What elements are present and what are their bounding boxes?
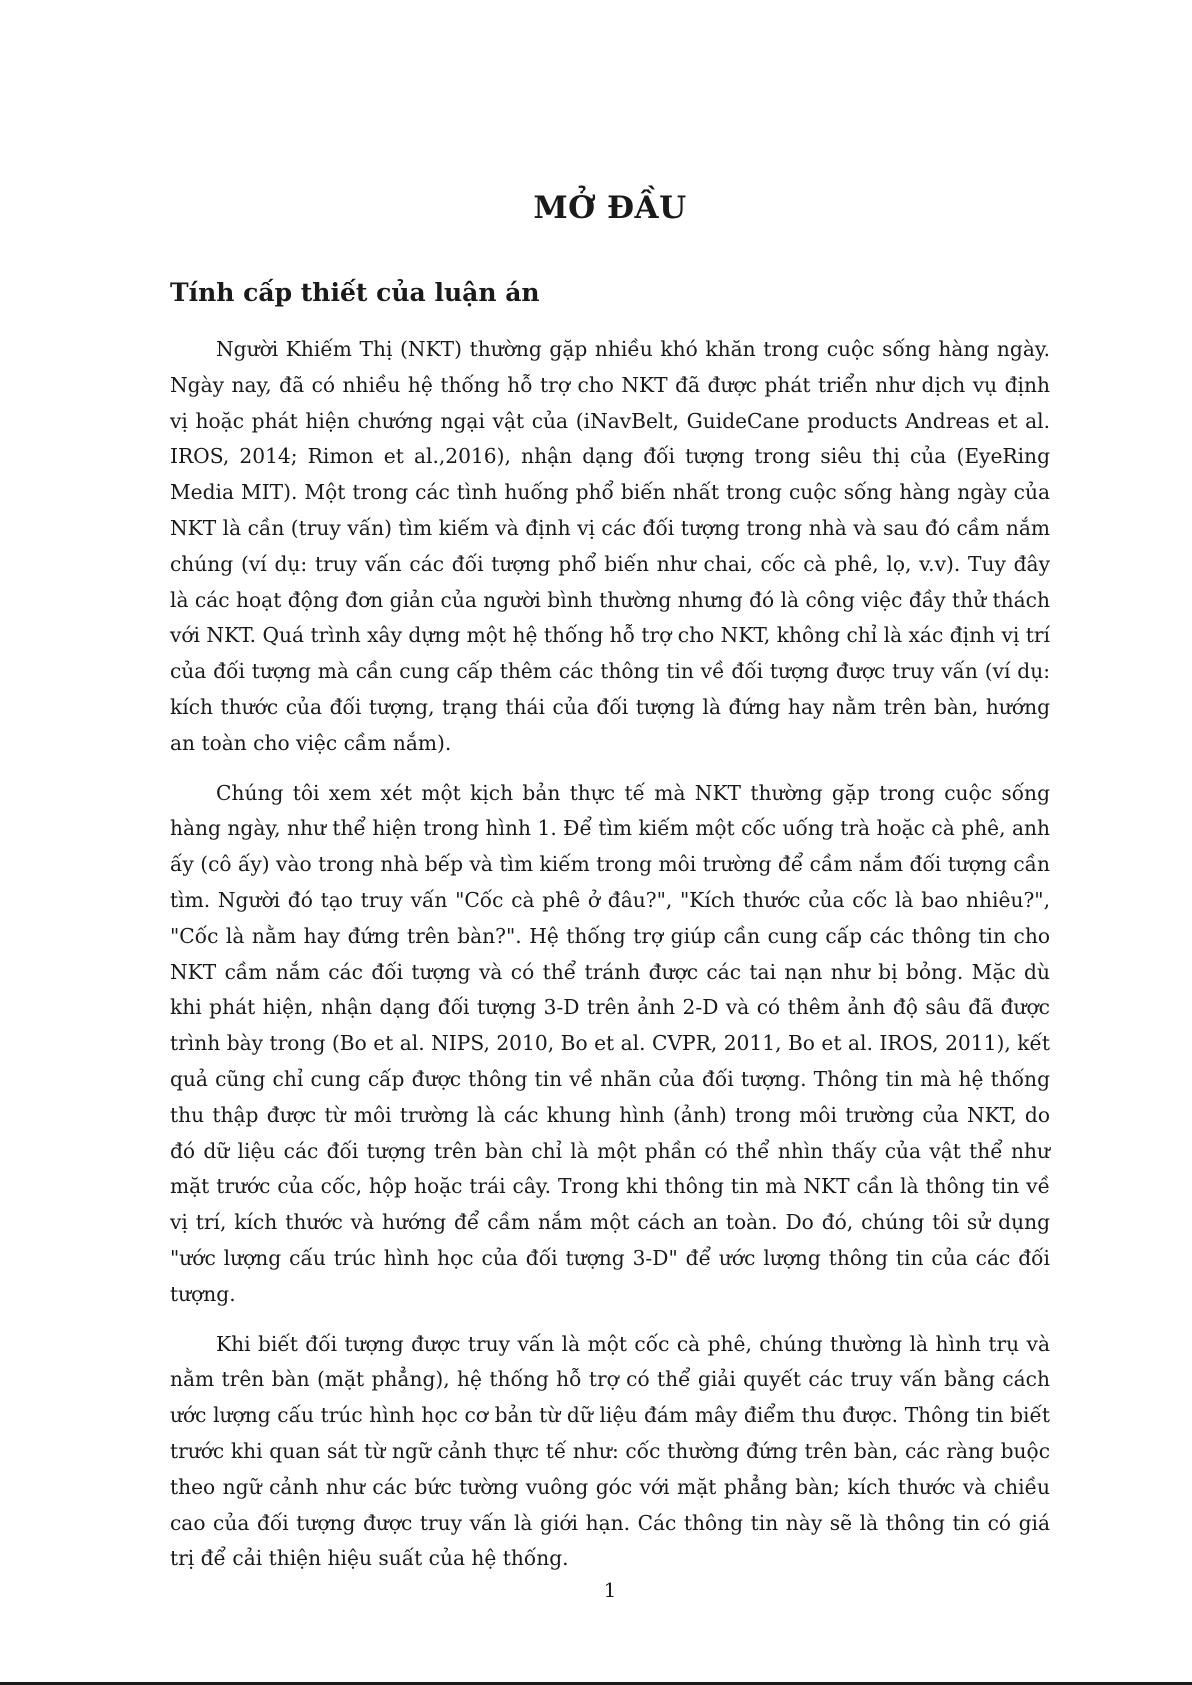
body-text bbox=[170, 332, 1050, 1591]
chapter-title: MỞ ĐẦU bbox=[533, 190, 687, 226]
paragraph-1: Người Khiếm Thị (NKT) thường gặp nhiều khó khăn trong cuộc sống hàng ngày. Ngày nay, đã có nhiều hệ thống hỗ trợ cho NKT đã được phát triển như dịch vụ định vị hoặc phát hiện chướng ngại vật của (iNavBelt, GuideCane products Andreas et al. IROS, 2014; Rimon et al.,2016), nhận dạng đối tượng trong siêu thị của (EyeRing Media MIT). Một trong các tình huống phổ biến nhất trong cuộc sống hàng ngày của NKT là cần (truy vấn) tìm kiếm và định vị các đối tượng trong nhà và sau đó cầm nắm chúng (ví dụ: truy vấn các đối tượng phổ biến như chai, cốc cà phê, lọ, v.v). Tuy đây là các hoạt động đơn giản của người bình thường nhưng đó là công việc đầy thử thách với NKT. Quá trình xây dựng một hệ thống hỗ trợ cho NKT, không chỉ là xác định vị trí của đối tượng mà cần cung cấp thêm các thông tin về đối tượng được truy vấn (ví dụ: kích thước của đối tượng, trạng thái của đối tượng là đứng hay nằm trên bàn, hướng an toàn cho việc cầm nắm). bbox=[170, 337, 1050, 755]
page-number: 1 bbox=[603, 1578, 617, 1602]
section-title: Tính cấp thiết của luận án bbox=[170, 278, 540, 307]
paragraph-2: Chúng tôi xem xét một kịch bản thực tế mà NKT thường gặp trong cuộc sống hàng ngày, như thể hiện trong hình 1. Để tìm kiếm một cốc uống trà hoặc cà phê, anh ấy (cô ấy) vào trong nhà bếp và tìm kiếm trong môi trường để cầm nắm đối tượng cần tìm. Người đó tạo truy vấn "Cốc cà phê ở đâu?", "Kích thước của cốc là bao nhiêu?", "Cốc là nằm hay đứng trên bàn?". Hệ thống trợ giúp cần cung cấp các thông tin cho NKT cầm nắm các đối tượng và có thể tránh được các tai nạn như bị bỏng. Mặc dù khi phát hiện, nhận dạng đối tượng 3-D trên ảnh 2-D và có thêm ảnh độ sâu đã được trình bày trong (Bo et al. NIPS, 2010, Bo et al. CVPR, 2011, Bo et al. IROS, 2011), kết quả cũng chỉ cung cấp được thông tin về nhãn của đối tượng. Thông tin mà hệ thống thu thập được từ môi trường là các khung hình (ảnh) trong môi trường của NKT, do đó dữ liệu các đối tượng trên bàn chỉ là một phần có thể nhìn thấy của vật thể như mặt trước của cốc, hộp hoặc trái cây. Trong khi thông tin mà NKT cần là thông tin về vị trí, kích thước và hướng để cầm nắm một cách an toàn. Do đó, chúng tôi sử dụng "ước lượng cấu trúc hình học của đối tượng 3-D" để ước lượng thông tin của các đối tượng. bbox=[170, 780, 1050, 1306]
paragraph-3: Khi biết đối tượng được truy vấn là một cốc cà phê, chúng thường là hình trụ và nằm trên bàn (mặt phẳng), hệ thống hỗ trợ có thể giải quyết các truy vấn bằng cách ước lượng cấu trúc hình học cơ bản từ dữ liệu đám mây điểm thu được. Thông tin biết trước khi quan sát từ ngữ cảnh thực tế như: cốc thường đứng trên bàn, các ràng buộc theo ngữ cảnh như các bức tường vuông góc với mặt phẳng bàn; kích thước và chiều cao của đối tượng được truy vấn là giới hạn. Các thông tin này sẽ là thông tin có giá trị để cải thiện hiệu suất của hệ thống. bbox=[170, 1331, 1050, 1571]
document-page bbox=[170, 0, 1050, 1685]
